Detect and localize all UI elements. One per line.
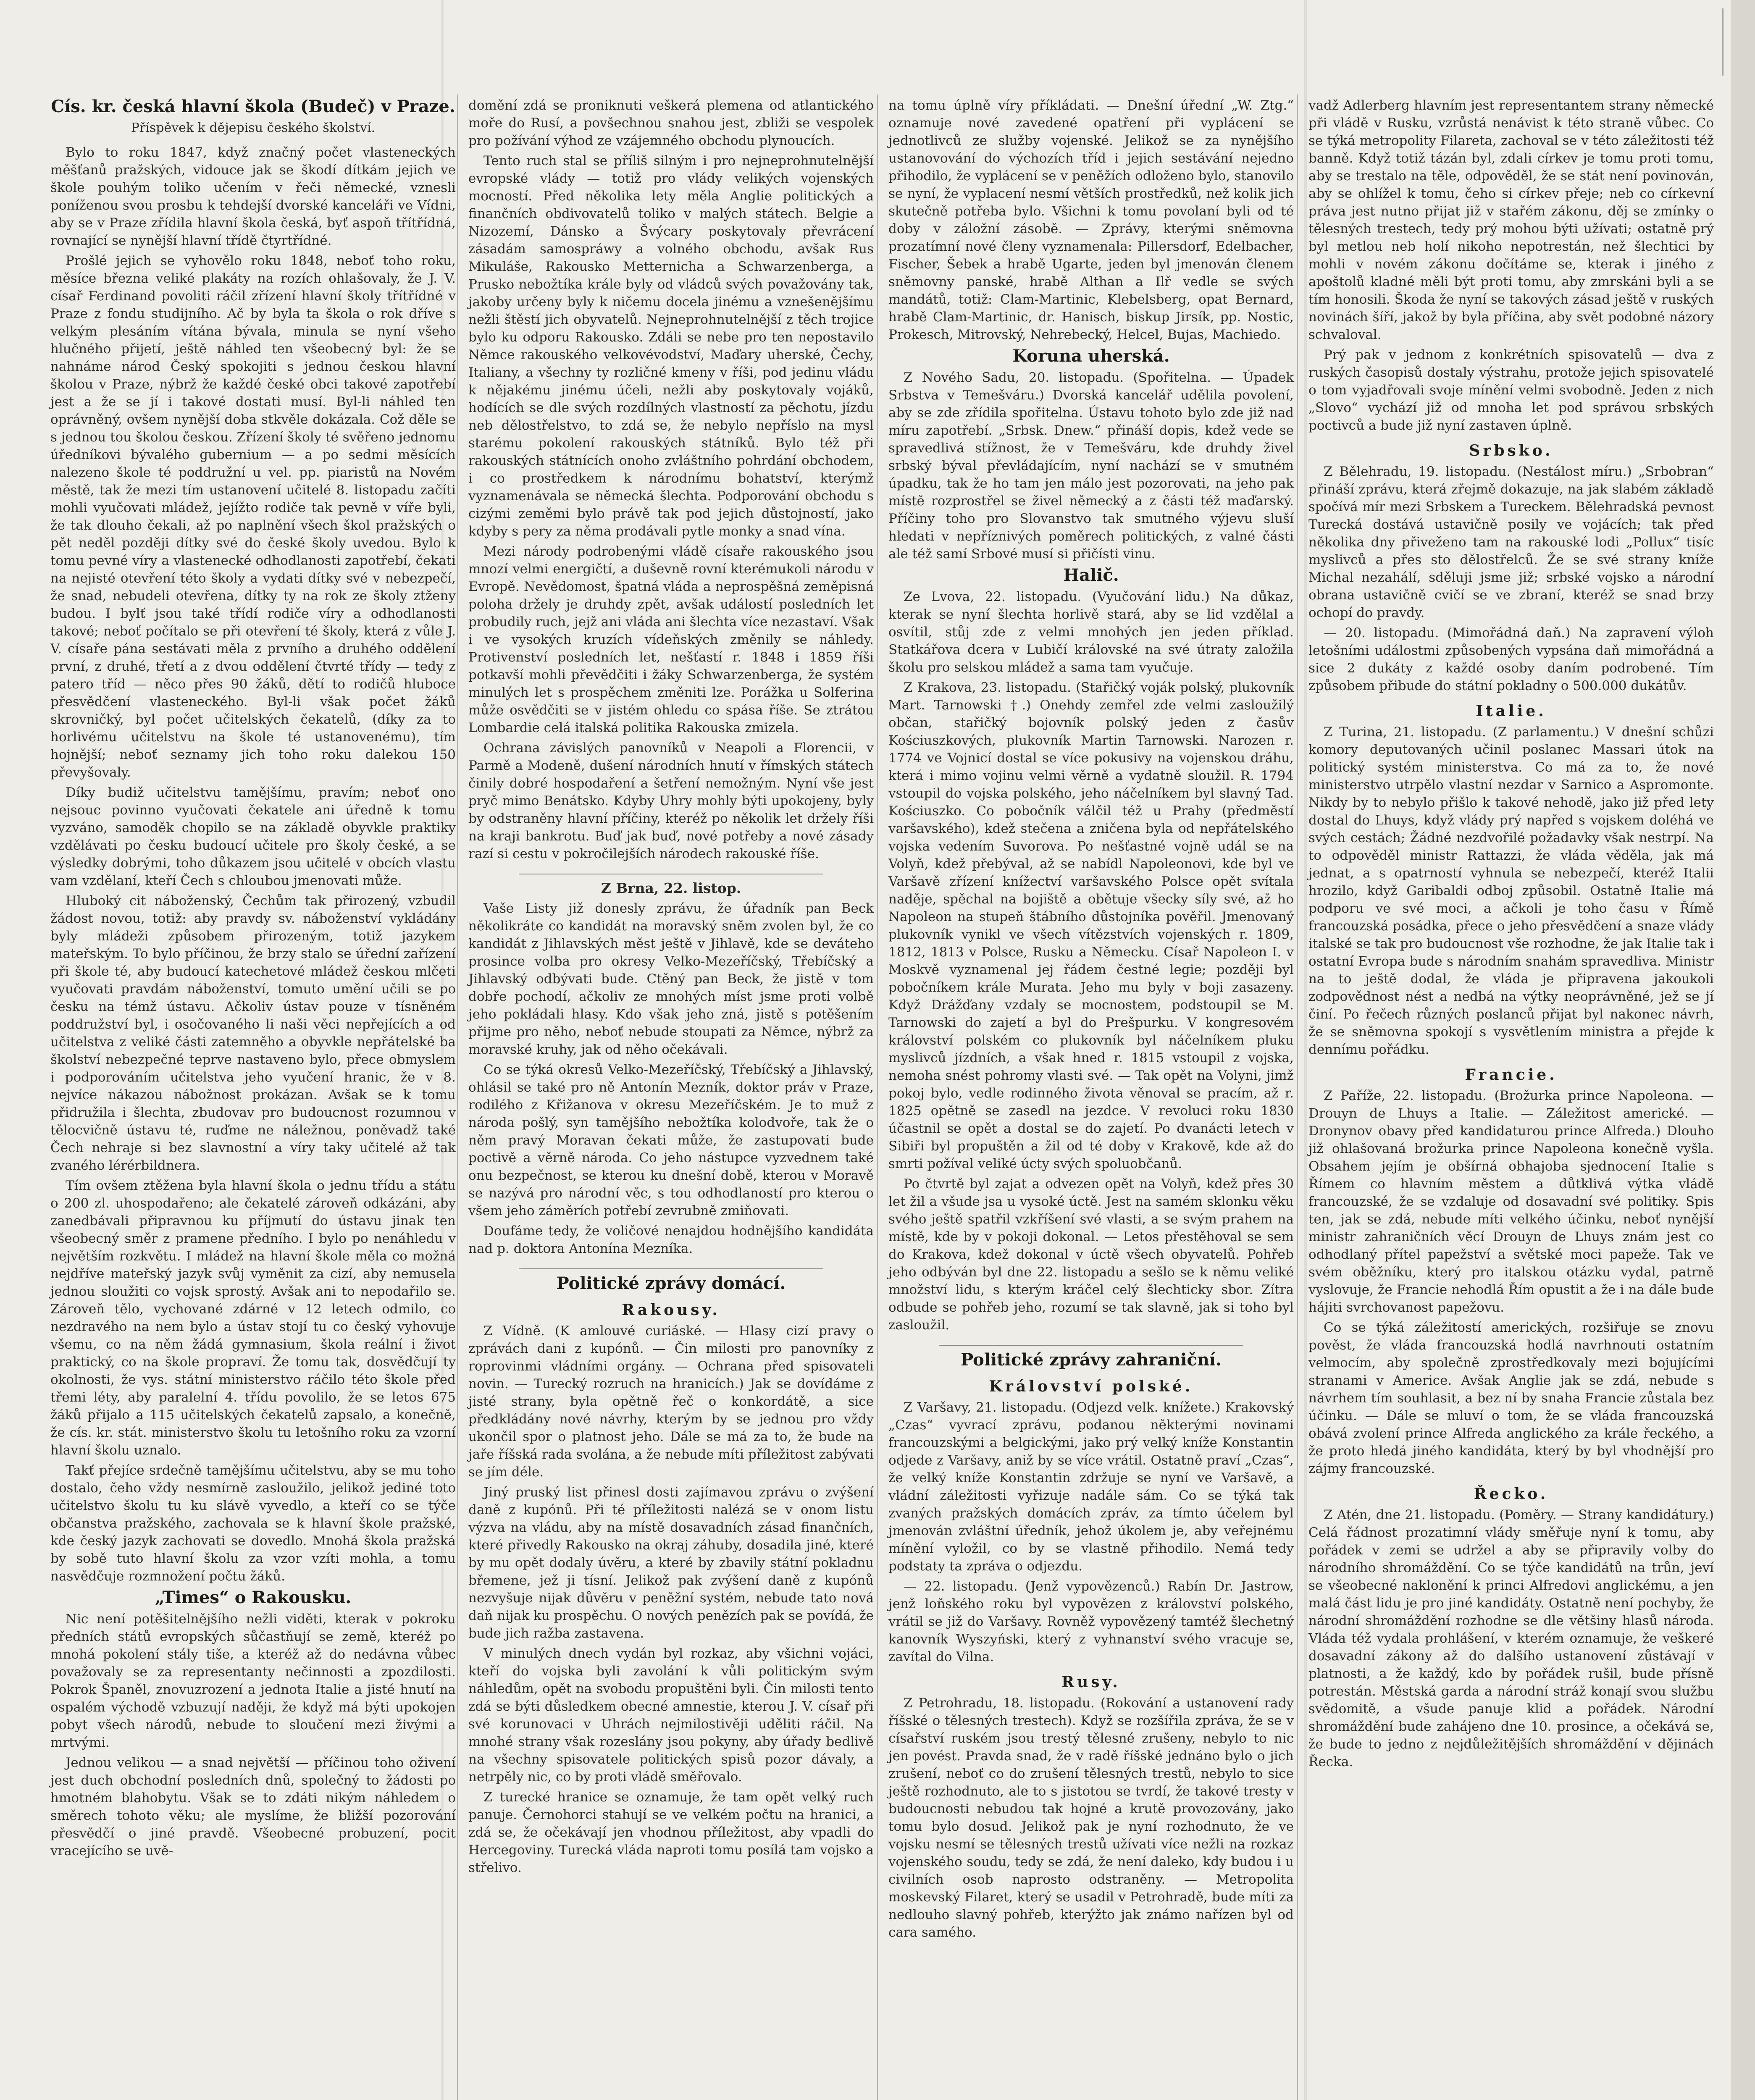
article-paragraph: Takť přejíce srdečně tamějšímu učitelstvu, aby se mu toho dostalo, čeho vždy nesmírně zasloužilo, jelikož jediné toto učitelstvo školu tu ku slávě vyvedlo, a kteří co se týče občanstva pražského, zachovala se k hlavní škole pražské, kde český jazyk zachovati se dovedlo. Mnohá škola pražská by sobě tuto hlavní školu za vzor vzíti mohla, a tomu nasvědčuje rozmnožení počtu žáků. [50,1463,456,1584]
article-paragraph: domění zdá se proniknuti veškerá plemena od atlantického moře do Rusí, a povšechnou snahou jest, zbliži se vespolek pro požívání výhod ze vzájemného obchodu plynoucích. [468,98,874,148]
article-paragraph: Co se týká okresů Velko-Mezeříčský, Třebíčský a Jihlavský, ohlásil se také pro ně Antonín Mezník, doktor práv v Praze, rodilého z Křižanova v okresu Mezeříčském. Je to muž z národa pošlý, syn tamějšího nebožtíka kolodvoře, tak že o něm pravý Moravan čekati může, že zastupovati bude poctivě a věrně národa. Co jeho nástupce vyzvednem také onu bezpečnost, se kterou ku dnešní době, kterou v Moravě se nazývá pro národní věc, s tou odhodlaností pro kterou o všem jeho záměrích potřebí zevrubně zmiňovati. [468,1062,874,1218]
article-paragraph: Z Varšavy, 21. listopadu. (Odjezd velk. knížete.) Krakovský „Czas“ vyvrací zprávu, podanou některými novinami francouzskými a belgickými, jako prý velký kníže Konstantin odjede z Varšavy, aniž by se více vrátil. Ostatně praví „Czas“, že velký kníže Konstantin zdržuje se nyní ve Varšavě, a vládní záležitosti vyřizuje nadále sám. Co se týká tak zvaných pražských domácích zpráv, za tímto účelem byl jmenován zvláštní úředník, jehož úkolem je, aby veřejnému mínění vyložil, co by se vlastně přihodilo. Nemá tedy podstaty ta zpráva o odjezdu. [888,1400,1294,1574]
article-headline: Koruna uherská. [1012,346,1170,366]
article-paragraph: Vaše Listy již donesly zprávu, že úřadník pan Beck několikráte co kandidát na moravský sněm zvolen byl, že co kandidát z Jihlavských měst ještě v Jihlavě, kde se deváteho prosince volba pro okresy Velko-Mezeříčský, Třebíčský a Jihlavský odbývati bude. Ctěný pan Beck, že jistě v tom dobře pochodí, ačkoliv ze mnohých míst jsme proti volbě jeho pokládali hlasy. Kdo však jeho zná, jistě s potěšením přijme pro něho, neboť nebude stoupati za Němce, nýbrž za moravské kruhy, jak od něho očekávali. [468,901,874,1057]
article-paragraph: Z turecké hranice se oznamuje, že tam opět velký ruch panuje. Černohorci stahují se ve velkém počtu na hranici, a zdá se, že očekávají jen vhodnou příležitost, aby vpadli do Hercegoviny. Turecká vláda naproti tomu posílá tam vojsko a střelivo. [468,1790,874,1875]
column-4 [1308,97,1714,1773]
article-paragraph: Z Nového Sadu, 20. listopadu. (Spořitelna. — Úpadek Srbstva v Temešváru.) Dvorská kancelář udělila povolení, aby se zde zřídila spořitelna. Ústavu tohoto bylo zde již nad míru zapotřebí. „Srbsk. Dnew.“ přináší dopis, kdež vede se spravedlivá stížnost, že v Temešváru, kde druhdy živel srbský býval převládajícím, nyní nachází se v smutném úpadku, tak že ho tam jen málo jest pozorovati, na jeho pak místě rozprostřel se živel německý a z části též maďarský. Příčiny toho pro Slovanstvo tak smutného výjevu sluší hledati v nepříznivých poměrech politických, z valné části ale též samí Srbové musí si přičísti vinu. [888,370,1294,562]
column-rule [457,94,458,2100]
section-rubric: Řecko. [1474,1485,1549,1503]
page-edge [1731,0,1755,2100]
article-paragraph: Doufáme tedy, že voličové nenajdou hodnějšího kandidáta nad p. doktora Antonína Mezníka. [468,1223,874,1256]
article-paragraph: Prý pak v jednom z konkrétních spisovatelů — dva z ruských časopisů dostaly výstrahu, protože jejich spisovatelé o tom vyjadřovali svoje mínění velmi svobodně. Jeden z nich „Slovo“ vychází již od mnoha let pod správou srbských poctivců a bude již nyní zastaven úplně. [1308,347,1714,433]
article-paragraph: na tomu úplně víry příkládati. — Dnešní úřední „W. Ztg.“ oznamuje nové zavedené opatření při vyplácení se jednotlivců ze služby vojenské. Jelikož se za nynějšího ustanovování do výchozích tříd i jejich sestávání nejedno přihodilo, že vyplácení se v peněžích odloženo bylo, stanovilo se nyní, že vyplacení nesmí větších prostředků, než kolik jich skutečně potřeba bylo. Všichni k tomu povolaní byli od té doby v záložní zásobě. — Zprávy, kterými sněmovna prozatímní nové členy vyznamenala: Pillersdorf, Edelbacher, Fischer, Šebek a hrabě Ugarte, jeden byl jmenován členem sněmovny panské, hrabě Althan a Ilř vedle se svých mandátů, totiž: Clam-Martinic, Klebelsberg, opat Bernard, hrabě Clam-Martinic, dr. Hanisch, biskup Jirsík, pp. Nostic, Prokesch, Mitrovský, Nehrebecký, Helcel, Bujas, Machiedo. [888,98,1294,342]
column-1 [50,97,456,1862]
article-paragraph: Jednou velikou — a snad největší — příčinou toho oživení jest duch obchodní posledních dnů, společný to žádosti po hmotném blahobytu. Však se to zdáti nikým náhledem o směrech tohoto věku; ale myslíme, že bližší pozorování přesvědčí o jiné pravdě. Všeobecné probuzení, pocit vracejícího se uvě- [50,1755,456,1858]
article-paragraph: Díky budiž učitelstvu tamějšímu, pravím; neboť ono nejsouc povinno vyučovati čekatele ani úředně k tomu vyzváno, samoděk chopilo se na základě obyvkle praktiky vzdělávati po česku budoucí učitele pro školy české, a se výsledky dobrými, toho důkazem jsou učitelé v obcích vlastu vam vzdělaní, kteří Čech s chloubou jmenovati může. [50,785,456,888]
article-headline: Politické zprávy domácí. [556,1273,786,1293]
column-rule [1297,94,1298,2100]
section-rubric: Italie. [1476,702,1547,720]
section-rubric: Rakousy. [622,1301,720,1319]
article-paragraph: Ochrana závislých panovníků v Neapoli a Florencii, v Parmě a Modeně, dušení národních hnutí v římských státech činily dobré hospodaření a šetření nemožným. Nyní vše jest pryč mimo Benátsko. Kdyby Uhry mohly býti upokojeny, byly by odstraněny hlavní příčiny, kteréž po několik let držely říši na kraji bankrotu. Buď jak buď, nové potřeby a nové zásady razí si cestu v pokročilejších národech rakouské říše. [468,740,874,861]
column-2 [468,97,874,1879]
article-paragraph: Bylo to roku 1847, když značný počet vlasteneckých měšťanů pražských, vidouce jak se škodí dítkám jejich ve škole pouhým toliko učením v řeči německé, vznesli poníženou svou prosbu k tehdejší dvorské kanceláři ve Vídni, aby se v Praze zřídila hlavní škola česká, byť aspoň třítřídná, rovnající se nynější hlavní třídě čtyrtřídné. [50,145,456,248]
article-paragraph: Z Krakova, 23. listopadu. (Stařičký voják polský, plukovník Mart. Tarnowski †.) Onehdy zemřel zde velmi zasloužilý občan, stařičký bojovník polský jeden z časův Kościuszkových, plukovník Martin Tarnowski. Narozen r. 1774 ve Vojnicí dostal se více pokusivy na vojenskou dráhu, která i mimo vojinu velmi věrně a vydatně sloužil. R. 1794 vstoupil do vojska polského, jeho náčelníkem byl slavný Tad. Kościuszko. Co pobočník válčil též u Prahy (předměstí varšavského), kdež stečena a zničena byla od nepřátelského vojska vedením Suvorova. Po nešťastné vojně udál se na Volyň, kdež přebýval, až se nabídl Napoleonovi, kde byl ve Varšavě zřízení knížectví varšavského Polsce opět svítala naděje, spěchal na bojiště a obětuje všecky síly své, až ho Napoleon na stupeň štábního důstojníka pověřil. Jmenovaný plukovník vynikl ve všech vítězstvích vojenských r. 1809, 1812, 1813 v Polsce, Rusku a Německu. Císař Napoleon I. v Moskvě vyznamenal jej řádem čestné legie; později byl pobočníkem krále Murata. Jeho mu byly v boji zasazeny. Když Drážďany vzdaly se mocnostem, podstoupil se M. Tarnowski do zajetí a byl do Prešpurku. V kongresovém království polském co plukovník byl náčelníkem pluku myslivců jízdních, a však hned r. 1815 vstoupil z vojska, nemoha snést pohromy vlasti své. — Tak opět na Volyni, jimž pokoj bylo, vedle rodinného života věnoval se pracím, až r. 1825 opětně se zasedl na jezdce. V revoluci roku 1830 účastnil se opět a dostal se do zajetí. Po dvanácti letech v Sibiři byl propuštěn a žil od té doby v Krakově, kde až do smrti požíval veliké úcty svých spoluobčanů. [888,680,1294,1171]
article-paragraph: Nic není potěšitelnějšího nežli viděti, kterak v pokroku předních států evropských sůčastňují se země, kteréž po mnohá pokolení stály tiše, a kteréž až do nedávna vůbec považovaly se za representanty nečinnosti a zpozdilosti. Pokrok Španěl, znovuzrození a jednota Italie a jisté hnutí na ospalém východě vzbuzují naději, že když má býti upokojen pobyt všech národů, nebude to sloučení mezi živými a mrtvými. [50,1612,456,1750]
article-paragraph: Prošlé jejich se vyhovělo roku 1848, neboť toho roku, měsíce března veliké plakáty na rozích ohlašovaly, že J. V. císař Ferdinand povoliti ráčil zřízení hlavní školy třítřídné v Praze z fondu studijního. Ač by byla ta škola o rok dříve s velkým plesáním vítána bývala, minula se nyní všeho hlučného přijetí, ještě náhled ten všeobecný byl: že se nahnáme národ Český spokojiti s jednou českou hlavní školou v Praze, nýbrž že každé české obci takové zapotřebí jest a že se jí i takové dostati musí. Byl-li náhled ten oprávněný, ovšem nynější doba stkvěle dokázala. Což děle se s jednou tou školou českou. Zřízení školy té svěřeno jednomu úředníkovi bývalého gubernium — a po sedmi měsících nalezeno škole té poddružní u vel. pp. piaristů na Novém městě, tak že mezi tím ustanovení učitelé 8. listopadu začíti mohli vyučovati mládež, jejížto rodiče tak pevně v víře byli, že tak dlouho čekali, až po naplnění všech škol pražských o pět neděl později dítky své do české školy uvedou. Bylo k tomu pevné víry a vlastenecké odhodlanosti zapotřebí, čekati na nejisté otevření této školy a vydati dítky své v nebezpečí, že snad, nebudeli otevřena, dítky ty na rok ze školy ztženy budou. I bylť jsou také třídí rodiče víry a odhodlanosti takové; neboť počítalo se při otevření té školy, která z vůle J. V. císaře pána sestávati měla z prvního a druhého oddělení první, z druhé, třetí a z dvou oddělení čtvrté třídy — tedy z patero tříd — něco přes 90 žáků, dětí to rodičů hluboce přesvědčení vlasteneckého. Byl-li však počet žáků skrovničký, byl počet učitelských čekatelů, (díky za to horlivému učitelstvu na škole té ustanovenému), tím hojnější; neboť seznamy jich toho roku dalekou 150 převyšovaly. [50,253,456,780]
article-paragraph: — 22. listopadu. (Jenž vypovězenců.) Rabín Dr. Jastrow, jenž loňského roku byl vypovězen z království polského, vrátil se již do Varšavy. Rovněž vypovězený tamtéž šlechetný kanovník Wyszyński, který z vyhnanství svého vracuje se, zavítal do Vilna. [888,1579,1294,1664]
article-paragraph: V minulých dnech vydán byl rozkaz, aby všichni vojáci, kteří do vojska byli zavolání k vůli politickým svým náhledům, opět na svobodu propuštěni byli. Čin milosti tento zdá se býti důsledkem obecné amnestie, kterou J. V. císař při své korunovaci v Uhrách nejmilostivěji uděliti ráčil. Na mnohé strany však rozeslány jsou pokyny, aby úřady bedlivě na všechny spisovatele politických spisů pozor dávaly, a netrpěly nic, co by proti vládě směřovalo. [468,1646,874,1785]
section-rubric: Království polské. [989,1378,1193,1395]
article-paragraph: Z Vídně. (K amlouvé curiáské. — Hlasy cizí pravy o zprávách dani z kupónů. — Čin milosti pro panovníky z roprovinmi vládními orgány. — Ochrana před spisovateli novin. — Turecký rozruch na hranicích.) Jak se dovídáme z jisté strany, byla opětně řeč o konkordátě, a sice předkládány nové návrhy, kterým by se jednou pro vždy ukončil spor o platnost jeho. Dále se má za to, že bude na jaře říšská rada svolána, a že nebude míti příležitost zabývati se jím déle. [468,1323,874,1480]
article-paragraph: vadž Adlerberg hlavním jest representantem strany německé při vládě v Rusku, vzrůstá nenávist k této straně vůbec. Co se týká metropolity Filareta, zachoval se v této záležitosti též banně. Když totiž tázán byl, zdali církev je tomu proti tomu, aby se trestalo na těle, odpověděl, že se stát není povinován, aby se ohlížel k tomu, čeho si církev přeje; neb co církevní práva jest nutno přijat již v stařém zákonu, děj se zmínky o tělesných trestech, tedy prý mohou býti užívati; ostatně prý byl metlou neb holí nikoho nepotrestán, než šlechtici by mohli v novém zákonu dočítáme se, kterak i jiného z apoštolů kladné měli být proti tomu, aby zmrskáni byli a se tím honosili. Škoda že nyní se takových zásad ještě v ruských novinách šíří, jakož by byla příčina, aby svět podobné názory schvaloval. [1308,98,1714,342]
article-headline: Halič. [1063,565,1119,585]
article-paragraph: Co se týká záležitostí amerických, rozšiřuje se znovu pověst, že vláda francouzská hodlá navrhnouti ostatním velmocím, aby společně zprostředkovaly mezi bojujícími stranami v Americe. Avšak Anglie jak se zdá, nebude s návrhem tím souhlasit, a bez ní by snaha Francie zůstala bez účinku. — Dále se mluví o tom, že se vláda francouzská obává zvolení prince Alfreda anglického za krále řeckého, a že proto hledá jiného kandidáta, který by byl vhodnější pro zájmy francouzské. [1308,1320,1714,1476]
column-3 [888,97,1294,1944]
article-headline: Politické zprávy zahraniční. [961,1350,1222,1370]
page-crease [1304,0,1307,2100]
dateline: Z Brna, 22. listop. [601,880,741,896]
article-headline: Cís. kr. česká hlavní škola (Budeč) v Praze. [51,97,455,116]
article-paragraph: Tím ovšem ztěžena byla hlavní škola o jednu třídu a státu o 200 zl. uhospodařeno; ale čekatelé zároveň odkázáni, aby zanedbávali připravnou ku příjmutí do ústavu jinak ten všeobecný směr z pramene předního. I bylo po nenáhledu v největším rozkvětu. I mládež na hlavní škole měla co možná nejdříve mateřský jazyk svůj vyměnit za cizí, aby nemusela jednou sloužiti co vojsk sprostý. Avšak ani to nepodařilo se. Zároveň tělo, vychované zdárné v 12 letech odmilo, co nezdravého na nem bylo a ústav stojí tu co český vyhovuje všemu, co na něm žádá gymnasium, škola reální i život praktický, co na škole propraví. Že tomu tak, dosvědčují ty okolnosti, že vys. státní ministerstvo ráčilo této škole před třemi léty, aby paralelní 4. třídu povolilo, že se letos 675 žáků přijalo a 115 učitelských čekatelů zapsalo, a konečně, že cís. kr. stát. ministerstvo školu tu letošního roku za vzorní hlavní školu uznalo. [50,1178,456,1458]
section-divider [939,1345,1243,1346]
article-paragraph: Z Bělehradu, 19. listopadu. (Nestálost míru.) „Srbobran“ přináší zprávu, která zřejmě dokazuje, na jak slabém základě spočívá mír mezi Srbskem a Tureckem. Bělehradská pevnost Turecká dostává ustavičně posily ve vojácích; tak před několika dny přiveženo tam na rakouské lodi „Pollux“ tisíc myslivců a přes sto dělostřelců. Že se své strany kníže Michal nezahálí, sděluji jsme již; srbské vojsko a národní obrana ustavičně cvičí se ve zbraní, kteréž se snad brzy ochopí do pravdy. [1308,464,1714,620]
article-paragraph: Z Paříže, 22. listopadu. (Brožurka prince Napoleona. — Drouyn de Lhuys a Italie. — Záležitost americké. — Dronynov obavy před kandidaturou prince Alfreda.) Dlouho již ohlašovaná brožurka prince Napoleona konečně vyšla. Obsahem jejím je obšírná obhajoba sjednocení Italie s Římem co hlavním městem a důtklivá výtka vládě francouzské, že se vzdaluje od dosavadní své politiky. Spis ten, jak se zdá, nebude míti velkého účinku, neboť nynější ministr zahraničních věcí Drouyn de Lhuys znám jest co odhodlaný přítel papežství a světské moci papeže. Tak ve svém oběžníku, který pro italskou otázku vydal, patrně vyslovuje, že Francie nehodlá Řím opustit a že i na dále bude hájiti svrchovanost papežovu. [1308,1088,1714,1315]
section-rubric: Francie. [1465,1066,1558,1084]
article-paragraph: Z Turina, 21. listopadu. (Z parlamentu.) V dnešní schůzi komory deputovaných učinil poslanec Massari útok na politický systém ministerstva. Co má za to, že nové ministerstvo utrpělo vlastní nezdar v Sarnico a Aspromonte. Nikdy by to nebylo přišlo k takové nehodě, jako již před lety dostal do Lhuys, když vlády prý napřed s vojskem doléhá ve svých cestách; Žádné nezdvořilé požadavky však nestrpí. Na to odpověděl ministr Rattazzi, že vláda věděla, jak má jednat, a s opatrností vyhnula se nebezpečí, kteréž Italii hrozilo, když Garibaldi odboj způsobil. Ostatně Italie má podporu ve své moci, a ačkoli je toho času v Římě francouzská posádka, přece o jeho přesvědčení a snaze vlády italské se tak pro budoucnost vše rozhodne, že jak Italie tak i ostatní Evropa bude s národním snahám spravedliva. Ministr na to ještě dodal, že vláda je připravena jakoukoli zodpovědnost nést a nedbá na výtky neoprávněné, jež se jí činí. Po řečech různých poslanců přijat byl nakonec návrh, že se sněmovna spokojí s vysvětlením ministra a přejde k dennímu pořádku. [1308,724,1714,1057]
article-paragraph: Mezi národy podrobenými vládě císaře rakouského jsou mnozí velmi energičtí, a duševně rovní kterémukoli národu v Evropě. Nevědomost, špatná vláda a neprospěšná zeměpisná poloha držely je druhdy zpět, avšak událostí posledních let probudily ruch, jejž ani vláda ani šlechta více nezastaví. Však i ve vysokých kruzích vídeňských změnily se náhledy. Protivenství posledních let, nešťastí r. 1848 i 1859 říši potkavší mohli převědčiti i žáky Schwarzenberga, že systém minulých let s prospěchem změniti lze. Porážka u Solferina může osvědčiti se v jistém ohledu co spása říše. Se ztrátou Lombardie celá italská politika Rakouska zmizela. [468,544,874,735]
article-paragraph: Po čtvrtě byl zajat a odvezen opět na Volyň, kdež přes 30 let žil a všude jsa u vysoké úctě. Jest na samém sklonku věku svého ještě spatřil vzkříšení své vlasti, a se svým prahem na místě, kde by v pokoji dokonal. — Letos přestěhoval se sem do Krakova, kdež dokonal v úctě všech obyvatelů. Pohřeb jeho odbýván byl dne 22. listopadu a sešlo se k němu veliké množství lidu, s kterým kráčel celý šlechticky sbor. Zítra odbude se pohřeb jeho, rozumí se tak slavně, jak si toho byl zasloužil. [888,1176,1294,1333]
section-rubric: Srbsko. [1469,442,1553,459]
article-paragraph: Z Petrohradu, 18. listopadu. (Rokování a ustanovení rady říšské o tělesných trestech). Když se rozšířila zpráva, že se v císařství ruském jsou trestý tělesné zrušeny, nebylo to nic jen povést. Pravda snad, že v radě říšské jednáno bylo o jich zrušení, neboť co do zrušení tělesných trestů, nebylo to sice ještě rozhodnuto, ale to s jistotou se tvrdí, že takové tresty v budoucnosti nebudou tak hojné a krutě provozovány, jako tomu bylo dosud. Jelikož pak je nyní rozhodnuto, že ve vojsku nesmí se tělesných trestů užívati více nežli na rozkaz vojenského soudu, tedy se zdá, že není daleko, kdy budou i u civilních osob naprosto odstraněny. — Metropolita moskevský Filaret, který se usadil v Petrohradě, bude míti za nedlouho slavný pohřeb, kterýžto jak známo nařízen byl od cara samého. [888,1696,1294,1940]
page-tear [1697,8,1723,76]
column-rule [877,94,878,2100]
article-paragraph: — 20. listopadu. (Mimořádná daň.) Na zapravení výloh letošními událostmi způsobených vypsána daň mimořádná a sice 2 dukáty z každé osoby daním podrobené. Tím způsobem přibude do státní pokladny o 500.000 dukátův. [1308,625,1714,693]
article-paragraph: Ze Lvova, 22. listopadu. (Vyučování lidu.) Na důkaz, kterak se nyní šlechta horlivě stará, aby se lid vzdělal a osvítil, stůj zde z velmi mnohých jen jeden příklad. Statkářova dcera v Lubičí královské na své útraty založila školu pro selskou mládež a sama tam vyučuje. [888,589,1294,675]
article-paragraph: Jiný pruský list přinesl dosti zajímavou zprávu o zvýšení daně z kupónů. Při té příležitosti nalézá se v onom listu výzva na vládu, aby na místě dosavadních zásad finančních, které přivedly Rakousko na okraj záhuby, dosadila jiné, které by mu opět dodaly úvěru, a které by zbavily státní pokladnu břemene, jež ji tísní. Jelikož pak zvýšení daně z kupónů nezvyšuje nijak důvěru v peněžní systém, nebude tato nová daň nijak ku prospěchu. O nových penězích pak se povídá, že bude jich ražba zastavena. [468,1485,874,1641]
section-divider [519,1268,823,1269]
article-paragraph: Z Atén, dne 21. listopadu. (Poměry. — Strany kandidátury.) Celá řádnost prozatimní vlády směřuje nyní k tomu, aby pořádek v zemi se udržel a aby se připravily volby do národního shromáždění. Co se týče kandidátů na trůn, jeví se všeobecné naklonění k princi Alfredovi anglickému, a jen malá část lidu je pro jiné kandidáty. Ostatně není pochyby, že národní shromáždění rozhodne se dle většiny hlasů národa. Vláda též vydala prohlášení, v kterém oznamuje, že veškeré dosavadní zákony až do dalšího ustanovení zůstávají v platnosti, a že každý, kdo by pořádek rušil, bude přísně potrestán. Městská garda a národní stráž konají svou službu svědomitě, a všude panuje klid a pořádek. Národní shromáždění bude zahájeno dne 10. prosince, a očekává se, že bude to jedno z nejdůležitějších shromáždění v dějinách Řecka. [1308,1507,1714,1769]
section-rubric: Rusy. [1061,1673,1121,1691]
article-subtitle: Příspěvek k dějepisu českého školství. [131,121,376,135]
article-paragraph: Hluboký cit náboženský, Čechům tak přirozený, vzbudil žádost novou, totiž: aby pravdy sv. náboženství vykládány byly mládeži způsobem přirozeným, totiž jazykem mateřským. To bylo příčinou, že brzy stalo se úřední zařízení při škole té, aby budoucí katechetové mládež českou mlčeti vyučovati pravdám náboženství, tomuto umění učili se po česku na témž ústavu. Ačkoliv ústav pouze v tísněném poddružství byl, i osočovaného li naši věci nepřejících a od učitelstva z veliké části zatemněho a obyvkle nepřátelské ba školství nebezpečné teprve nastaveno bylo, přece obmyslem i podporováním učitelstva jeho vyučení hranic, že v 8. nejvíce nákazou nábožnost prokázan. Avšak se k tomu přidružila i šlechta, zbudovav pro budoucnost rozumnou v tělocvičně ústavu té, ruďme ne náležnou, poněvadž také Čech nehraje si bez slavnostní a víry taky učitelé až tak zvaného lérérbildnera. [50,893,456,1173]
article-paragraph: Tento ruch stal se příliš silným i pro nejneprohnutelnější evropské vlády — totiž pro vlády velikých vojenských mocností. Před několika lety měla Anglie politických a finančních obdivovatelů toliko v malých státech. Belgie a Nizozemí, Dánsko a Švýcary poskytovaly převrácení zásadám samospráwy a volného obchodu, avšak Rus Mikuláše, Rakousko Metternicha a Schwarzenberga, a Prusko nebožtíka krále byly od vládců svých považovány tak, jakoby určeny byly k ničemu docela jinému a vznešenějšímu nežli štěstí jich obyvatelů. Nejneprohnutelnější z těch trojice bylo ku odporu Rakousko. Zdáli se nebe pro ten nepostavilo Němce rakouského velkovévodství, Maďary uherské, Čechy, Italiany, a všechny ty rozličné kmeny v říši, pod jedinu vládu k nějakému jinému účeli, nežli aby poskytovaly vojáků, hodících se dle svých rozdílných vlastností za pěchotu, jízdu neb dělostřelstvo, to zdá se, že nebylo nepříslo na mysl starému pokolení rakouských státníků. Bylo též při rakouských státnících onoho zvláštního pohrdání obchodem, i co prostředkem k národnímu bohatství, kterýmž vyznamenávala se německá šlechta. Podporování obchodu s cizými zeměmi bylo právě tak pod jejich důstojností, jako kdyby s pery za něma prodávali pytle monky a snad vína. [468,153,874,539]
article-headline: „Times“ o Rakousku. [155,1588,352,1607]
